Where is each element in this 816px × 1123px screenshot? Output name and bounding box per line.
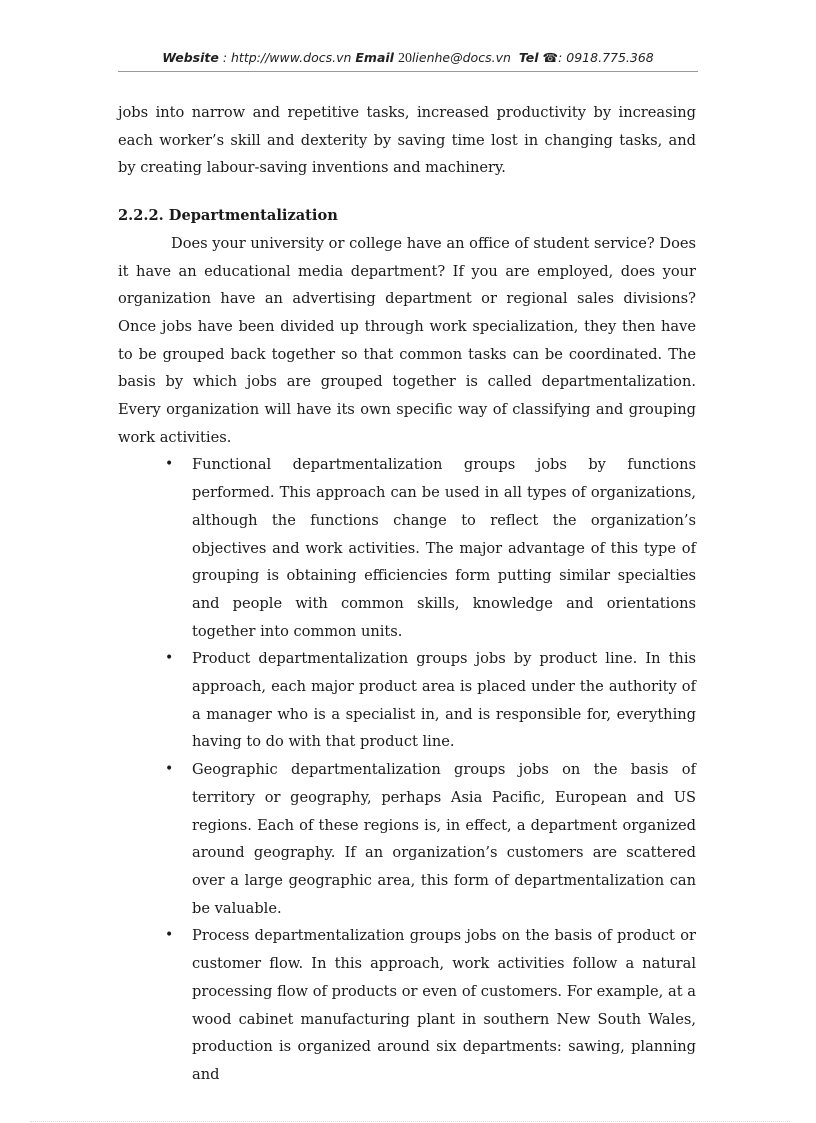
list-item-text: Product departmentalization groups jobs by product line. In this approach, each major product area is placed under the authority of a manager who is a specialist in, and is responsible for, everything having to do with that product line. [192, 650, 696, 751]
bullet-icon: • [165, 456, 174, 473]
list-item-text: Process departmentalization groups jobs on the basis of product or customer flow. In this approach, work activities follow a natural processing flow of products or even of customers. For example, at a wood cabinet manufacturing plant in southern New South Wales, production is organized around six departments: sawing, planning and [192, 927, 696, 1083]
section-paragraph: Does your university or college have an office of student service? Does it have an educational media department? If you are employed, does your organization have an advertising department or regional sales divisions? Once jobs have been divided up through work specialization, they then have to be grouped back together so that common tasks can be coordinated. The basis by which jobs are grouped together is called departmentalization. Every organization will have its own specific way of classifying and grouping work activities. [118, 234, 696, 446]
list-item [118, 756, 696, 922]
page-number: 20 [397, 51, 412, 66]
bullet-list [118, 451, 696, 1088]
list-item [118, 922, 696, 1088]
list-item [118, 451, 696, 645]
list-item-text: Functional departmentalization groups jobs by functions performed. This approach can be used in all types of organizations, although the functions change to reflect the organization’s objectives and work activities. The major advantage of this type of grouping is obtaining efficiencies form putting similar specialties and people with common skills, knowledge and orientations together into common units. [192, 456, 696, 640]
document-body [118, 99, 696, 1089]
bullet-icon: • [165, 650, 174, 667]
page-header [118, 50, 698, 70]
website-label: Website [162, 50, 219, 65]
list-item [118, 645, 696, 756]
list-item-text: Geographic departmentalization groups jobs on the basis of territory or geography, perhaps Asia Pacific, European and US regions. Each of these regions is, in effect, a department organized around geography. If an organization’s customers are scattered over a large geographic area, this form of departmentalization can be valuable. [192, 761, 696, 917]
tel-value: : 0918.775.368 [558, 50, 654, 65]
page-bottom-edge [30, 1121, 790, 1122]
bullet-icon: • [165, 927, 174, 944]
phone-icon: ☎ [542, 50, 559, 65]
intro-paragraph: jobs into narrow and repetitive tasks, increased productivity by increasing each worker’s skill and dexterity by saving time lost in changing tasks, and by creating labour-saving inventions and machinery. [118, 104, 696, 177]
email-label: Email [355, 50, 394, 65]
tel-label: Tel [518, 50, 539, 65]
header-divider [118, 71, 698, 72]
section-heading: 2.2.2. Departmentalization [118, 207, 338, 225]
bullet-icon: • [165, 761, 174, 778]
email-value: lienhe@docs.vn [411, 50, 511, 65]
website-url: : http://www.docs.vn [222, 50, 352, 65]
